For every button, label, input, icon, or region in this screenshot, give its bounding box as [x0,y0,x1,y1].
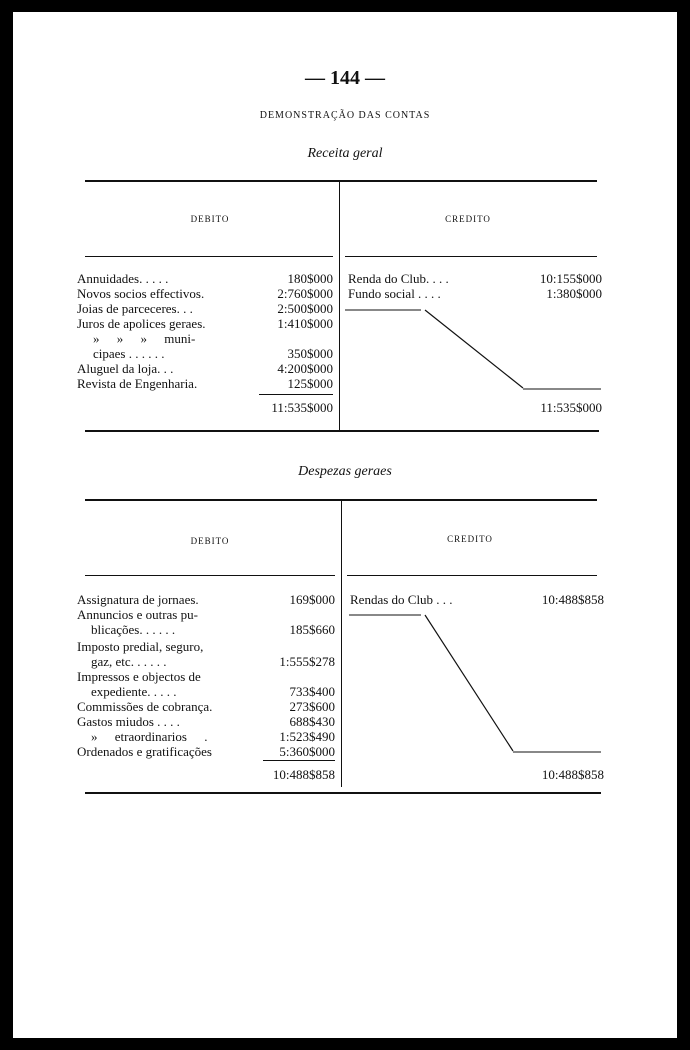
item-value: 4:200$000 [277,361,333,376]
item-value: 10:488$858 [541,592,604,607]
list-item [77,729,335,744]
credit-total: 10:488$858 [541,767,604,782]
list-item [77,622,335,637]
item-value: 125$000 [287,376,333,391]
item-label: » etraordinarios . [91,729,208,744]
table-top-rule [85,180,597,182]
item-label: Joias de parceceres. . . [77,301,193,316]
debit-header-rule [85,256,333,257]
item-label: Annuncios e outras pu- [77,607,198,622]
credit-header-rule [345,256,597,257]
item-label: expediente. . . . . [91,684,177,699]
item-label: gaz, etc. . . . . . [91,654,167,669]
section-title-despezas: Despezas geraes [298,464,392,479]
item-label: Juros de apolices geraes. [77,316,206,331]
list-item [77,639,335,654]
list-item [77,316,333,331]
debit-total: 11:535$000 [271,400,333,415]
credit-total: 11:535$000 [540,400,602,415]
list-item [77,361,333,376]
item-value: 185$660 [289,622,335,637]
item-label: Annuidades. . . . . [77,271,169,286]
item-value: 5:360$000 [279,744,335,759]
credit-blank-brace [343,308,605,392]
list-item [77,714,335,729]
list-item [77,654,335,669]
item-label: Gastos miudos . . . . [77,714,180,729]
list-item [348,286,602,301]
list-item [77,376,333,391]
list-item [77,669,335,684]
list-item [348,271,602,286]
item-value: 733$400 [289,684,335,699]
item-value: 1:380$000 [546,286,602,301]
item-value: 273$600 [289,699,335,714]
list-item [77,346,333,361]
item-label: Imposto predial, seguro, [77,639,204,654]
list-item [77,607,335,622]
column-divider [339,182,340,430]
item-value: 688$430 [289,714,335,729]
item-label: Revista de Engenharia. [77,376,198,391]
item-label: Aluguel da loja. . . [77,361,174,376]
table-bottom-rule [85,430,599,432]
list-item [77,331,333,346]
item-value: 169$000 [289,592,335,607]
list-item [77,286,333,301]
credit-header: CREDITO [445,214,491,224]
list-item [77,592,335,607]
debit-header-rule [85,575,335,576]
item-label: cipaes . . . . . . [93,346,165,361]
list-item [77,684,335,699]
credit-blank-brace [347,613,605,755]
item-value: 1:523$490 [279,729,335,744]
debit-sum-rule [263,760,335,761]
debit-header: DEBITO [190,536,230,546]
item-label: Assignatura de jornaes. [77,592,199,607]
item-value: 2:500$000 [277,301,333,316]
debit-header: DEBITO [190,214,230,224]
page [13,12,677,1038]
item-label: » » » muni- [93,331,196,346]
item-label: Fundo social . . . . [348,286,441,301]
item-label: blicações. . . . . . [91,622,176,637]
item-value: 1:555$278 [279,654,335,669]
item-label: Ordenados e gratificações [77,744,212,759]
item-label: Commissões de cobrança. [77,699,213,714]
item-label: Impressos e objectos de [77,669,201,684]
list-item [77,271,333,286]
item-value: 180$000 [287,271,333,286]
item-label: Renda do Club. . . . [348,271,449,286]
credit-header: CREDITO [447,534,493,544]
item-value: 1:410$000 [277,316,333,331]
item-value: 10:155$000 [539,271,602,286]
list-item [77,744,335,759]
list-item [350,592,604,607]
page-number: — 144 — [305,67,385,89]
list-item [77,301,333,316]
item-value: 350$000 [287,346,333,361]
item-label: Rendas do Club . . . [350,592,453,607]
debit-total: 10:488$858 [272,767,335,782]
column-divider [341,501,342,787]
item-value: 2:760$000 [277,286,333,301]
table-bottom-rule [85,792,601,794]
page-title: DEMONSTRAÇÃO DAS CONTAS [259,110,431,121]
item-label: Novos socios effectivos. [77,286,205,301]
debit-sum-rule [259,394,333,395]
list-item [77,699,335,714]
credit-header-rule [347,575,597,576]
section-title-receita: Receita geral [307,146,383,161]
